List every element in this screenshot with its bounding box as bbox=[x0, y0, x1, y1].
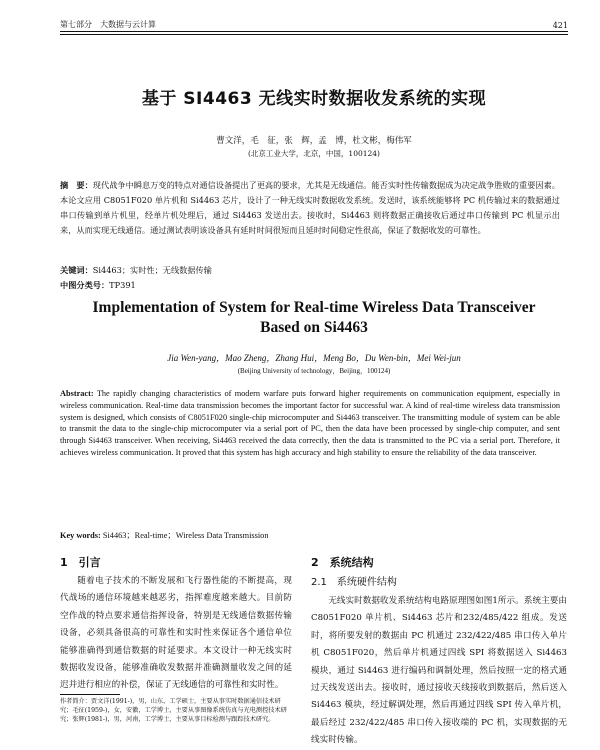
authors-chinese: 曹文洋，毛 征，张 辉，孟 博，杜文彬，梅伟军 bbox=[216, 136, 412, 146]
section-1-text: 随着电子技术的不断发展和飞行器性能的不断提高，现代战场的通信环境越来越恶劣，指挥难度越来越大。目前防空作战的特点要求通信指挥设备，特别是无线通信数据传输设备，必须具备很高的可靠性和实时性来保证各个通信单位能够准确得到通信数据的时延要求。本文设计一种无线实时数据收发设备，能够准确收发数据并准确测量收发之间的延迟并进行相应的补偿，保证了无线通信的可靠性和实时性。 bbox=[60, 576, 292, 691]
section-2-1-heading: 2.1 系统硬件结构 bbox=[311, 577, 397, 588]
keywords-cn-label: 关键词： bbox=[60, 265, 93, 275]
keywords-english bbox=[60, 530, 560, 542]
keywords-cn-text: Si4463；实时性；无线数据传输 bbox=[92, 265, 212, 275]
clc-label: 中图分类号： bbox=[60, 280, 110, 290]
page-number: 421 bbox=[552, 21, 568, 30]
title-english bbox=[60, 298, 568, 338]
title-en-line1: Implementation of System for Real-time Wireless Data Transceiver bbox=[92, 299, 536, 316]
keywords-chinese bbox=[60, 263, 560, 278]
section-1-heading: 1 引言 bbox=[60, 556, 101, 569]
abstract-english bbox=[60, 388, 560, 459]
right-column bbox=[311, 553, 567, 750]
author-footnote: 作者简介：贾文洋(1991-)，男，山东，工学硕士，主要从事实时数据通信技术研究；毛征(1959-)，女，安徽，工学博士，主要从事图像系统仿真与光电测控技术研究；张辉(1981-)，男，河南，工学博士，主要从事目标检测与跟踪技术研究。 bbox=[60, 698, 287, 723]
section-2-heading: 2 系统结构 bbox=[311, 556, 374, 569]
title-en-line2: Based on Si4463 bbox=[260, 319, 368, 336]
header-rule bbox=[60, 31, 568, 32]
footnote-rule bbox=[60, 694, 120, 695]
header-section: 第七部分 大数据与云计算 bbox=[60, 20, 156, 29]
affiliation-english: (Beijing University of technology，Beijing，100124) bbox=[237, 367, 391, 375]
running-header bbox=[60, 14, 568, 30]
affiliation-chinese: (北京工业大学，北京，中国，100124) bbox=[248, 149, 380, 158]
clc-text: TP391 bbox=[109, 280, 136, 290]
abstract-en-label: Abstract: bbox=[60, 389, 94, 398]
section-2-1-text: 无线实时数据收发系统结构电路原理图如图1所示。系统主要由 C8051F020 单片机、Si4463 芯片和232/485/422 组成。发送时，将所要发射的数据由 PC 机通过 232/422/485 串口传入单片机 C8051F020，然后单片机通过四线 SPI 将数据送入 Si4463 模块，通过 Si4463 进行编码和调制处理，然后按照一定的格式通过天线发送出去。接收时，通过接收天线接收到数据后，然后送入 Si4463 模块，经过解调处理，然后再通过四线 SPI 传入单片机，最后经过 232/422/485 串口传入接收端的 PC 机，实现数据的无线实时传输。 bbox=[311, 596, 567, 746]
classification-number bbox=[60, 278, 560, 293]
keywords-en-text: Si4463；Real-time；Wireless Data Transmission bbox=[100, 531, 269, 540]
keywords-en-label: Key words: bbox=[60, 531, 101, 540]
title-chinese: 基于 SI4463 无线实时数据收发系统的实现 bbox=[141, 89, 487, 109]
left-column bbox=[60, 553, 292, 695]
abstract-cn-text: 现代战争中瞬息万变的特点对通信设备提出了更高的要求，尤其是无线通信。能否实时性传输数据成为决定战争胜败的重要因素。本论文应用 C8051F020 单片机和 Si4463 芯片，设计了一种无线实时数据收发系统。发送时，该系统能够将 PC 机传输过来的数据通过串口传输到单片机里，经单片机处理后，通过 Si4463 发送出去。接收时，Si4463 则将数据正确接收后通过串口传输到 PC 机显示出来，从而实现无线通信。通过测试表明该设备具有延时时间很短而且延时时间稳定性很高，保证了数据收发的可靠性。 bbox=[60, 180, 560, 235]
abstract-en-text: The rapidly changing characteristics of modern warfare puts forward higher requirements on communication equipment, especially in wireless communication. Real-time data transmission becomes the important factor for successful war. A kind of real-time wireless data transmission system is designed, which consists of C8051F020 single-chip microcomputer and Si4463 transceiver. The transmitting module of system can be able to transmit the data to the single-chip microcomputer via a serial port of PC, then the data have been processed by single-chip computer, and sent through Si4463 transceiver. When receiving, Si4463 received the data correctly, then the data is transmitted to the PC via a serial port. Therefore, it achieves wireless communication. It proved that this system has high accuracy and high stability to ensure the reliability of the data transceiver. bbox=[60, 389, 560, 457]
header-rule-thin bbox=[60, 34, 568, 35]
abstract-chinese bbox=[60, 178, 560, 238]
authors-english: Jia Wen-yang，Mao Zheng，Zhang Hui，Meng Bo，Du Wen-bin，Mei Wei-jun bbox=[167, 353, 461, 363]
abstract-cn-label: 摘 要： bbox=[60, 180, 93, 190]
